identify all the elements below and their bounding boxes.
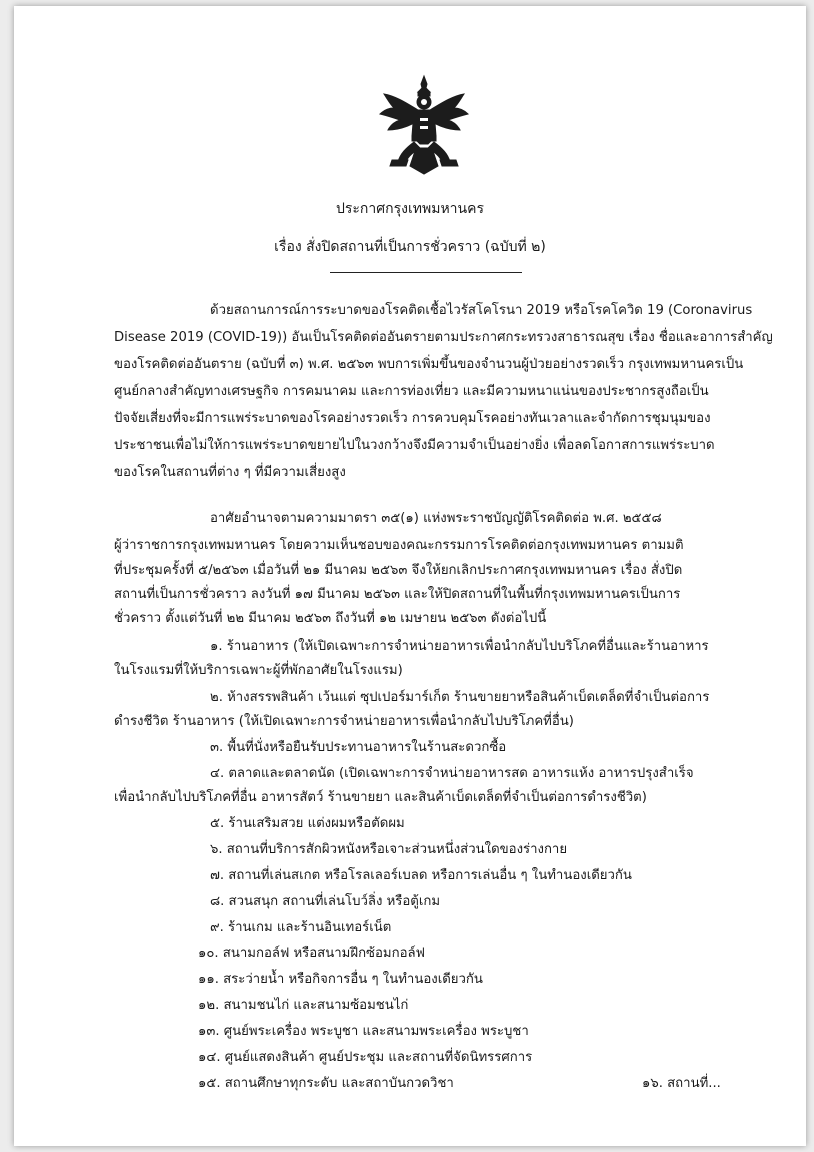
closure-item: ๑๕. สถานศึกษาทุกระดับ และสถาบันกวดวิชา bbox=[198, 1076, 454, 1091]
paragraph-2-line: สถานที่เป็นการชั่วคราว ลงวันที่ ๑๗ มีนาคม ๒๕๖๓ และให้ปิดสถานที่ในพื้นที่กรุงเทพมหานครเป็นการ bbox=[114, 587, 681, 602]
paragraph-1-line: ศูนย์กลางสำคัญทางเศรษฐกิจ การคมนาคม และการท่องเที่ยว และมีความหนาแน่นของประชากรสูงถือเป็น bbox=[114, 384, 709, 399]
paragraph-1-line: ด้วยสถานการณ์การระบาดของโรคติดเชื้อไวรัสโคโรนา 2019 หรือโรคโควิด 19 (Coronavirus bbox=[210, 303, 753, 318]
closure-item-continued: ดำรงชีวิต ร้านอาหาร (ให้เปิดเฉพาะการจำหน่ายอาหารเพื่อนำกลับไปบริโภคที่อื่น) bbox=[114, 714, 574, 729]
closure-item: ๙. ร้านเกม และร้านอินเทอร์เน็ต bbox=[210, 920, 392, 935]
paragraph-1-line: ประชาชนเพื่อไม่ให้การแพร่ระบาดขยายไปในวงกว้างจึงมีความจำเป็นอย่างยิ่ง เพื่อลดโอกาสการแพร่ระบาด bbox=[114, 438, 715, 453]
paragraph-1-line: Disease 2019 (COVID-19)) อันเป็นโรคติดต่ออันตรายตามประกาศกระทรวงสาธารณสุข เรื่อง ชื่อและอาการสำคัญ bbox=[114, 330, 773, 345]
closure-item: ๒. ห้างสรรพสินค้า เว้นแต่ ซุปเปอร์มาร์เก็ต ร้านขายยาหรือสินค้าเบ็ดเตล็ดที่จำเป็นต่อการ bbox=[210, 690, 710, 705]
closure-item: ๑๑. สระว่ายน้ำ หรือกิจการอื่น ๆ ในทำนองเดียวกัน bbox=[198, 972, 483, 987]
paragraph-2-line: ชั่วคราว ตั้งแต่วันที่ ๒๒ มีนาคม ๒๕๖๓ ถึงวันที่ ๑๒ เมษายน ๒๕๖๓ ดังต่อไปนี้ bbox=[114, 611, 547, 626]
closure-item: ๓. พื้นที่นั่งหรือยืนรับประทานอาหารในร้านสะดวกซื้อ bbox=[210, 740, 507, 755]
closure-item: ๖. สถานที่บริการสักผิวหนังหรือเจาะส่วนหนึ่งส่วนใดของร่างกาย bbox=[210, 842, 568, 857]
document-title: ประกาศกรุงเทพมหานคร bbox=[336, 201, 484, 217]
document-page bbox=[14, 6, 806, 1146]
closure-item: ๗. สถานที่เล่นสเกต หรือโรลเลอร์เบลด หรือการเล่นอื่น ๆ ในทำนองเดียวกัน bbox=[210, 868, 632, 883]
paragraph-1-line: ของโรคติดต่ออันตราย (ฉบับที่ ๓) พ.ศ. ๒๕๖๓ พบการเพิ่มขึ้นของจำนวนผู้ป่วยอย่างรวดเร็ว กรุงเทพมหานครเป็น bbox=[114, 357, 744, 372]
paragraph-2-line: ที่ประชุมครั้งที่ ๕/๒๕๖๓ เมื่อวันที่ ๒๑ มีนาคม ๒๕๖๓ จึงให้ยกเลิกประกาศกรุงเทพมหานคร เรื่อง สั่งปิด bbox=[114, 563, 683, 578]
closure-item-continued: เพื่อนำกลับไปบริโภคที่อื่น อาหารสัตว์ ร้านขายยา และสินค้าเบ็ดเตล็ดที่จำเป็นต่อการดำรงชีวิต) bbox=[114, 790, 647, 805]
paragraph-1-line: ปัจจัยเสี่ยงที่จะมีการแพร่ระบาดของโรคอย่างรวดเร็ว การควบคุมโรคอย่างทันเวลาและจำกัดการชุมนุมของ bbox=[114, 411, 711, 426]
closure-item: ๑๔. ศูนย์แสดงสินค้า ศูนย์ประชุม และสถานที่จัดนิทรรศการ bbox=[198, 1050, 533, 1065]
page-continuation: ๑๖. สถานที่... bbox=[642, 1076, 721, 1091]
closure-item-continued: ในโรงแรมที่ให้บริการเฉพาะผู้ที่พักอาศัยในโรงแรม) bbox=[114, 663, 403, 678]
title-divider bbox=[330, 272, 522, 273]
document-subject: เรื่อง สั่งปิดสถานที่เป็นการชั่วคราว (ฉบับที่ ๒) bbox=[274, 239, 546, 255]
closure-item: ๘. สวนสนุก สถานที่เล่นโบว์ลิ่ง หรือตู้เกม bbox=[210, 894, 441, 909]
paragraph-1-line: ของโรคในสถานที่ต่าง ๆ ที่มีความเสี่ยงสูง bbox=[114, 465, 346, 480]
paragraph-2-line: อาศัยอำนาจตามความมาตรา ๓๕(๑) แห่งพระราชบัญญัติโรคติดต่อ พ.ศ. ๒๕๕๘ bbox=[210, 511, 662, 526]
closure-item: ๑๐. สนามกอล์ฟ หรือสนามฝึกซ้อมกอล์ฟ bbox=[198, 946, 425, 961]
paragraph-2-line: ผู้ว่าราชการกรุงเทพมหานคร โดยความเห็นชอบของคณะกรรมการโรคติดต่อกรุงเทพมหานคร ตามมติ bbox=[114, 538, 684, 553]
closure-item: ๑. ร้านอาหาร (ให้เปิดเฉพาะการจำหน่ายอาหารเพื่อนำกลับไปบริโภคที่อื่นและร้านอาหาร bbox=[210, 639, 709, 654]
closure-item: ๔. ตลาดและตลาดนัด (เปิดเฉพาะการจำหน่ายอาหารสด อาหารแห้ง อาหารปรุงสำเร็จ bbox=[210, 766, 694, 781]
closure-item: ๑๒. สนามชนไก่ และสนามซ้อมชนไก่ bbox=[198, 998, 409, 1013]
garuda-emblem-icon bbox=[378, 74, 470, 178]
closure-item: ๕. ร้านเสริมสวย แต่งผมหรือตัดผม bbox=[210, 816, 405, 831]
closure-item: ๑๓. ศูนย์พระเครื่อง พระบูชา และสนามพระเครื่อง พระบูชา bbox=[198, 1024, 529, 1039]
